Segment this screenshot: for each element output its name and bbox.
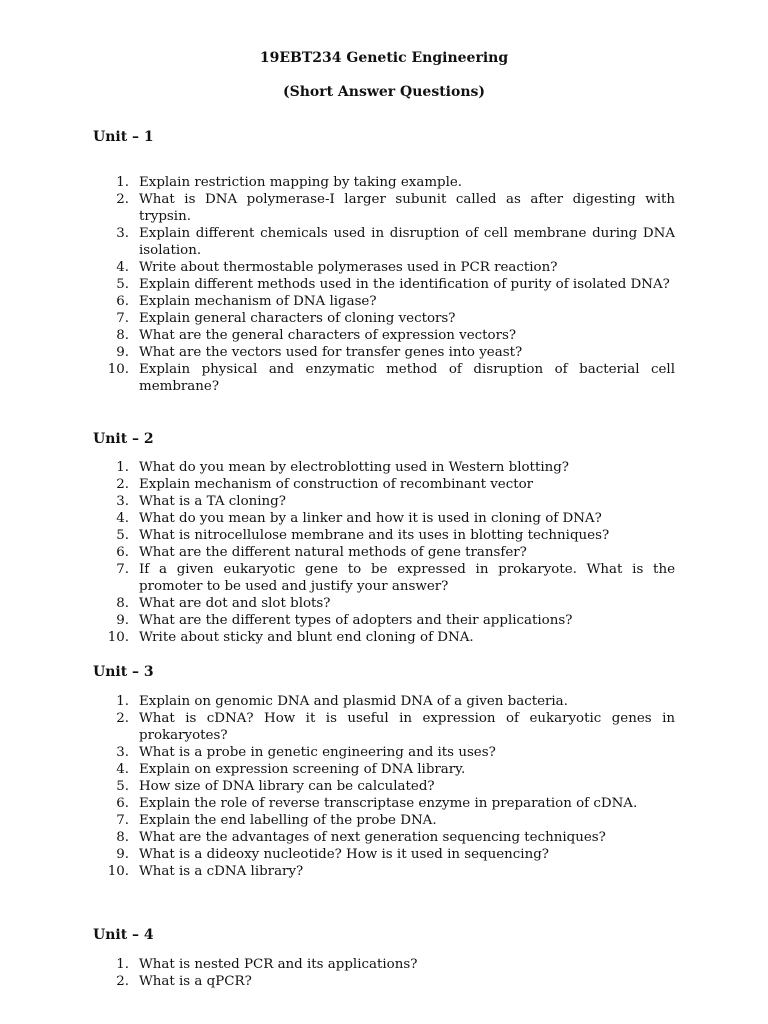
question-number: 5. <box>116 528 129 543</box>
unit-3-question-list <box>107 693 675 880</box>
question-text: Explain the role of reverse transcriptase enzyme in preparation of cDNA. <box>139 796 638 811</box>
question-text: How size of DNA library can be calculated? <box>139 779 435 794</box>
question-item <box>116 310 675 327</box>
question-number: 9. <box>116 613 129 628</box>
question-number: 6. <box>116 796 129 811</box>
question-item <box>116 191 675 225</box>
unit-4-heading: Unit – 4 <box>93 927 154 943</box>
document-title: 19EBT234 Genetic Engineering <box>259 50 509 66</box>
question-item <box>107 361 675 395</box>
question-text: What are dot and slot blots? <box>139 596 331 611</box>
question-number: 7. <box>116 562 129 577</box>
question-text: Explain restriction mapping by taking example. <box>139 175 463 190</box>
question-number: 5. <box>116 277 129 292</box>
question-number: 9. <box>116 345 129 360</box>
question-number: 2. <box>116 711 129 726</box>
unit-3-heading: Unit – 3 <box>93 664 154 680</box>
question-text: What are the different natural methods of gene transfer? <box>139 545 527 560</box>
question-text: What is a qPCR? <box>139 974 252 989</box>
question-text: Explain on genomic DNA and plasmid DNA of a given bacteria. <box>139 694 568 709</box>
question-number: 3. <box>116 494 129 509</box>
question-item <box>116 225 675 259</box>
question-text: Explain the end labelling of the probe DNA. <box>139 813 437 828</box>
question-number: 7. <box>116 813 129 828</box>
question-text: What is a cDNA library? <box>139 864 304 879</box>
question-number: 1. <box>116 175 129 190</box>
question-number: 7. <box>116 311 129 326</box>
question-text: What do you mean by a linker and how it is used in cloning of DNA? <box>139 511 602 526</box>
question-number: 10. <box>107 864 129 879</box>
question-text: What is nitrocellulose membrane and its uses in blotting techniques? <box>139 528 610 543</box>
question-item <box>116 293 675 310</box>
question-item <box>116 829 675 846</box>
question-number: 2. <box>116 974 129 989</box>
question-item <box>116 459 675 476</box>
question-number: 10. <box>107 630 129 645</box>
question-text: Explain different chemicals used in disruption of cell membrane during DNA isolation. <box>139 226 675 258</box>
question-item <box>116 795 675 812</box>
question-number: 8. <box>116 830 129 845</box>
question-text: What is a dideoxy nucleotide? How is it used in sequencing? <box>139 847 549 862</box>
question-number: 1. <box>116 957 129 972</box>
question-number: 2. <box>116 192 129 207</box>
question-item <box>116 812 675 829</box>
question-item <box>116 344 675 361</box>
question-item <box>116 259 675 276</box>
question-text: What are the advantages of next generation sequencing techniques? <box>139 830 606 845</box>
question-item <box>116 612 675 629</box>
question-text: Write about thermostable polymerases used in PCR reaction? <box>139 260 558 275</box>
question-text: Write about sticky and blunt end cloning of DNA. <box>139 630 474 645</box>
unit-1-question-list <box>107 174 675 395</box>
question-item <box>116 778 675 795</box>
question-number: 4. <box>116 762 129 777</box>
question-number: 5. <box>116 779 129 794</box>
question-number: 9. <box>116 847 129 862</box>
question-item <box>116 761 675 778</box>
question-item <box>116 561 675 595</box>
question-text: Explain mechanism of construction of recombinant vector <box>139 477 534 492</box>
question-item <box>116 527 675 544</box>
question-item <box>107 863 675 880</box>
question-item <box>116 174 675 191</box>
question-number: 1. <box>116 460 129 475</box>
question-text: What do you mean by electroblotting used in Western blotting? <box>139 460 569 475</box>
unit-2-heading: Unit – 2 <box>93 431 154 447</box>
question-number: 6. <box>116 545 129 560</box>
question-item <box>116 710 675 744</box>
question-text: What are the different types of adopters and their applications? <box>139 613 573 628</box>
question-text: Explain on expression screening of DNA library. <box>139 762 466 777</box>
question-item <box>116 846 675 863</box>
question-number: 3. <box>116 745 129 760</box>
question-number: 3. <box>116 226 129 241</box>
question-number: 4. <box>116 260 129 275</box>
question-number: 4. <box>116 511 129 526</box>
question-text: What is DNA polymerase-I larger subunit called as after digesting with trypsin. <box>139 192 675 224</box>
question-item <box>107 629 675 646</box>
question-number: 1. <box>116 694 129 709</box>
question-text: Explain general characters of cloning vectors? <box>139 311 456 326</box>
unit-4-question-list <box>116 956 675 990</box>
question-text: What is a probe in genetic engineering and its uses? <box>139 745 496 760</box>
question-item <box>116 276 675 293</box>
question-item <box>116 493 675 510</box>
question-item <box>116 595 675 612</box>
question-item <box>116 544 675 561</box>
question-item <box>116 476 675 493</box>
question-text: What is cDNA? How it is useful in expression of eukaryotic genes in prokaryotes? <box>139 711 675 743</box>
question-text: Explain mechanism of DNA ligase? <box>139 294 377 309</box>
question-item <box>116 973 675 990</box>
question-text: If a given eukaryotic gene to be expressed in prokaryote. What is the promoter to be used and justify your answer? <box>139 562 675 594</box>
question-item <box>116 956 675 973</box>
unit-1-heading: Unit – 1 <box>93 129 154 145</box>
question-number: 10. <box>107 362 129 377</box>
question-number: 8. <box>116 596 129 611</box>
question-item <box>116 744 675 761</box>
question-item <box>116 327 675 344</box>
question-item <box>116 510 675 527</box>
question-number: 8. <box>116 328 129 343</box>
document-subtitle: (Short Answer Questions) <box>282 84 486 100</box>
question-text: What are the vectors used for transfer genes into yeast? <box>139 345 523 360</box>
question-text: What are the general characters of expression vectors? <box>139 328 517 343</box>
question-text: Explain different methods used in the identification of purity of isolated DNA? <box>139 277 670 292</box>
question-text: Explain physical and enzymatic method of disruption of bacterial cell membrane? <box>139 362 675 394</box>
question-text: What is nested PCR and its applications? <box>139 957 418 972</box>
unit-2-question-list <box>107 459 675 646</box>
question-number: 2. <box>116 477 129 492</box>
question-item <box>116 693 675 710</box>
question-number: 6. <box>116 294 129 309</box>
question-text: What is a TA cloning? <box>139 494 286 509</box>
